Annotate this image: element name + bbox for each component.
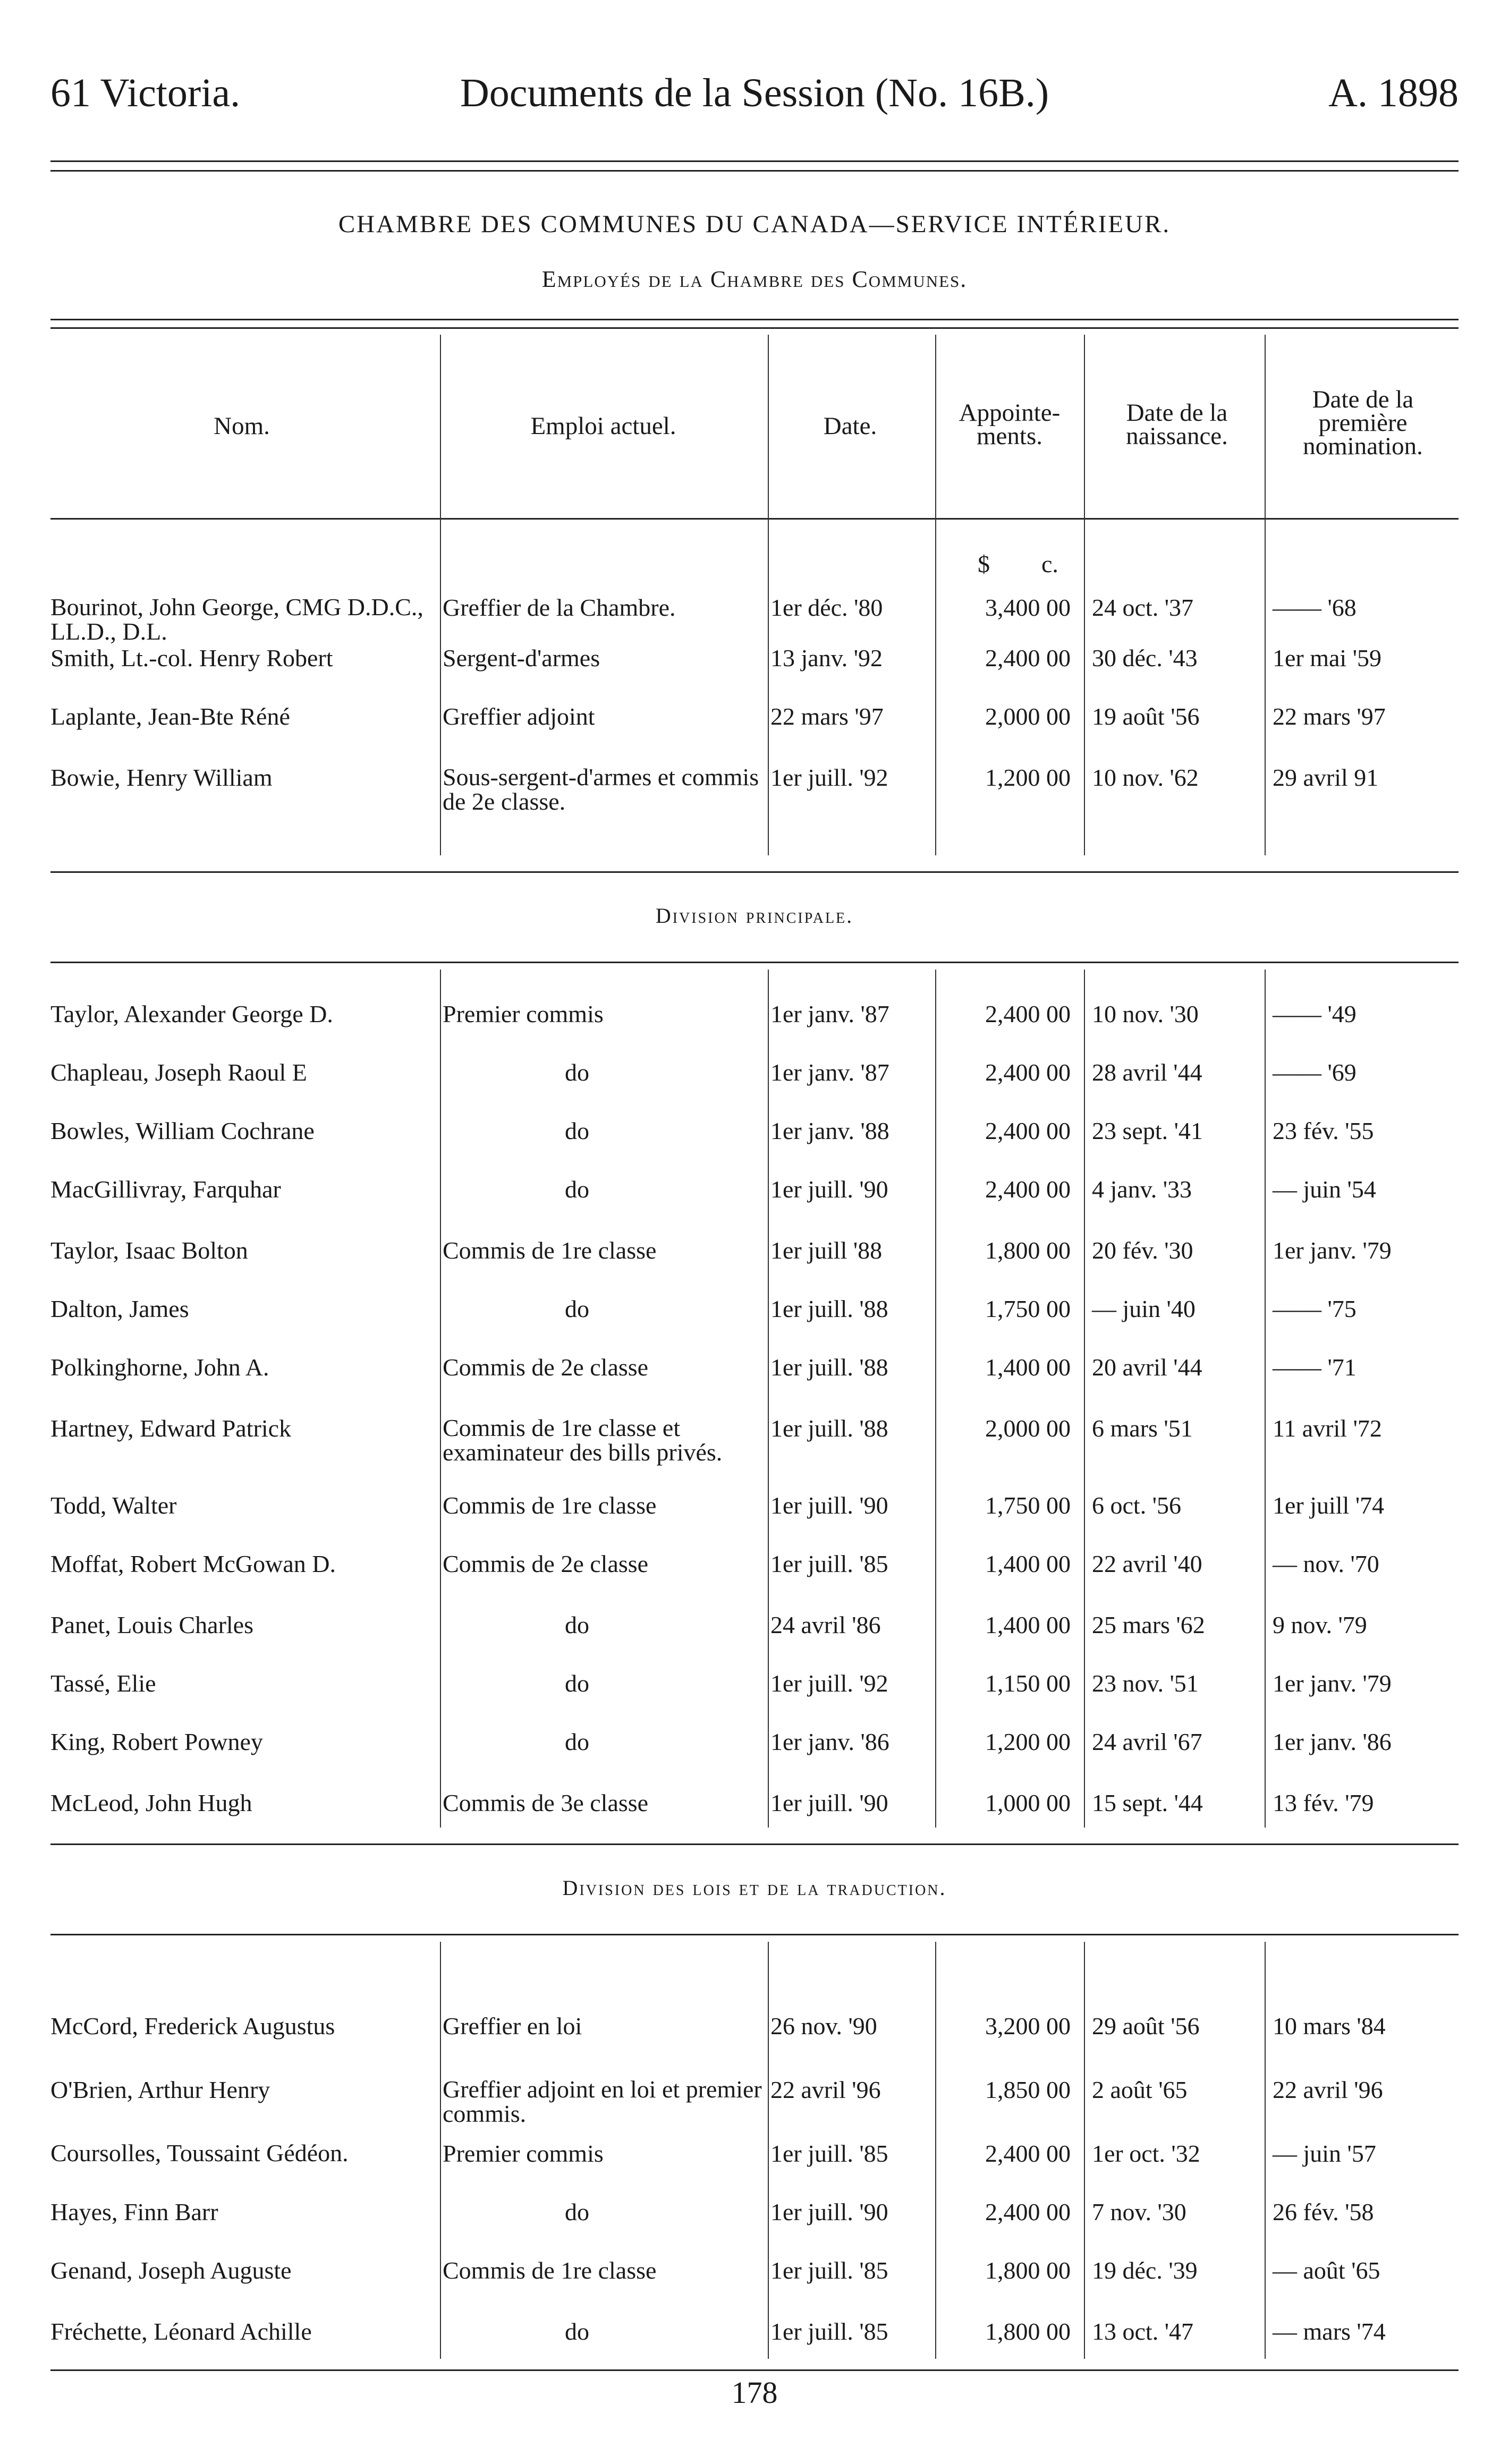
employee-name: Hartney, Edward Patrick: [50, 1415, 292, 1442]
appointment-date: 1er déc. '80: [770, 594, 883, 621]
current-position: Greffier adjoint: [443, 703, 595, 730]
current-position: do: [565, 2318, 589, 2345]
column-header-date: Date.: [823, 412, 877, 440]
first-nomination-date: 1er mai '59: [1273, 644, 1382, 672]
appointment-date: 24 avril '86: [770, 1611, 881, 1638]
first-nomination-date: —— '75: [1273, 1295, 1357, 1322]
employee-name: Taylor, Alexander George D.: [50, 1000, 333, 1027]
column-divider: [768, 1942, 769, 2359]
appointment-date: 1er juill. '88: [770, 1295, 888, 1322]
section-rule-lois-top: [50, 1843, 1459, 1845]
currency-cents: c.: [1041, 550, 1058, 577]
salary: 3,200 00: [985, 2012, 1071, 2040]
employee-name: Dalton, James: [50, 1295, 189, 1322]
first-nomination-date: 22 mars '97: [1273, 703, 1386, 730]
employee-name: Chapleau, Joseph Raoul E: [50, 1059, 307, 1086]
appointment-date: 22 avril '96: [770, 2076, 881, 2103]
column-header-rule-top: [50, 319, 1459, 320]
header-document: Documents de la Session (No. 16B.): [460, 71, 1049, 115]
salary: 1,800 00: [985, 1237, 1071, 1264]
salary: 2,400 00: [985, 2140, 1071, 2167]
column-divider: [935, 335, 936, 855]
employee-name: Laplante, Jean-Bte Réné: [50, 703, 290, 730]
first-nomination-date: 1er janv. '79: [1273, 1670, 1392, 1697]
column-divider: [768, 970, 769, 1828]
salary: 2,400 00: [985, 1117, 1071, 1144]
appointment-date: 13 janv. '92: [770, 644, 883, 672]
column-divider: [1265, 1942, 1266, 2359]
birth-date: 19 déc. '39: [1092, 2257, 1198, 2284]
current-position: Commis de 1re classe: [443, 1492, 657, 1519]
birth-date: 6 mars '51: [1092, 1415, 1193, 1442]
column-divider: [440, 1942, 441, 2359]
salary: 2,000 00: [985, 703, 1071, 730]
employee-name: MacGillivray, Farquhar: [50, 1176, 281, 1203]
table-subtitle: Employés de la Chambre des Communes.: [541, 266, 968, 292]
current-position: Commis de 1re classe et examinateur des bills privés.: [443, 1414, 723, 1466]
birth-date: 23 nov. '51: [1092, 1670, 1199, 1697]
first-nomination-date: 26 fév. '58: [1273, 2198, 1374, 2225]
column-header-nomination: Date de la première nomination.: [1303, 386, 1423, 460]
current-position: Greffier adjoint en loi et premier commis.: [443, 2076, 762, 2127]
birth-date: 24 oct. '37: [1092, 594, 1193, 621]
first-nomination-date: — mars '74: [1273, 2318, 1386, 2345]
employee-name: Genand, Joseph Auguste: [50, 2257, 292, 2284]
birth-date: 29 août '56: [1092, 2012, 1200, 2040]
employee-name: Coursolles, Toussaint Gédéon.: [50, 2139, 349, 2166]
page-header: [50, 64, 1459, 122]
appointment-date: 1er janv. '88: [770, 1117, 889, 1144]
first-nomination-date: — juin '57: [1273, 2140, 1376, 2167]
employee-name: Tassé, Elie: [50, 1670, 156, 1697]
employee-name: Bowie, Henry William: [50, 764, 273, 791]
section-rule-lois-bottom: [50, 1934, 1459, 1935]
birth-date: 20 fév. '30: [1092, 1237, 1193, 1264]
current-position: Premier commis: [443, 2140, 604, 2167]
birth-date: 20 avril '44: [1092, 1354, 1202, 1381]
table-title: CHAMBRE DES COMMUNES DU CANADA—SERVICE INTÉRIEUR.: [338, 210, 1171, 238]
appointment-date: 1er janv. '86: [770, 1728, 889, 1755]
section-rule-principale-bottom: [50, 962, 1459, 963]
header-rule-top: [50, 160, 1459, 162]
appointment-date: 1er juill. '92: [770, 1670, 888, 1697]
current-position: Commis de 2e classe: [443, 1550, 649, 1577]
salary: 1,200 00: [985, 764, 1071, 791]
birth-date: 22 avril '40: [1092, 1550, 1202, 1577]
current-position: Commis de 2e classe: [443, 1354, 649, 1381]
appointment-date: 1er juill '88: [770, 1237, 883, 1264]
appointment-date: 22 mars '97: [770, 703, 884, 730]
appointment-date: 1er juill. '90: [770, 1789, 888, 1816]
birth-date: 19 août '56: [1092, 703, 1200, 730]
employee-name: Bowles, William Cochrane: [50, 1117, 315, 1144]
current-position: Greffier en loi: [443, 2012, 582, 2040]
employee-name: Panet, Louis Charles: [50, 1611, 253, 1638]
column-header-naissance: Date de la naissance.: [1126, 399, 1228, 450]
employee-name: Todd, Walter: [50, 1492, 177, 1519]
appointment-date: 1er juill. '90: [770, 1176, 888, 1203]
current-position: Greffier de la Chambre.: [443, 594, 676, 621]
salary: 1,800 00: [985, 2318, 1071, 2345]
salary: 1,850 00: [985, 2076, 1071, 2103]
birth-date: 24 avril '67: [1092, 1728, 1202, 1755]
first-nomination-date: —— '69: [1273, 1059, 1357, 1086]
section-title-lois: Division des lois et de la traduction.: [562, 1876, 947, 1900]
first-nomination-date: 23 fév. '55: [1273, 1117, 1374, 1144]
employee-name: Taylor, Isaac Bolton: [50, 1237, 248, 1264]
salary: 1,200 00: [985, 1728, 1071, 1755]
header-rule-bottom: [50, 170, 1459, 172]
salary: 1,800 00: [985, 2257, 1071, 2284]
birth-date: 4 janv. '33: [1092, 1176, 1192, 1203]
column-header-rule-bottom: [50, 518, 1459, 520]
birth-date: 28 avril '44: [1092, 1059, 1202, 1086]
birth-date: 25 mars '62: [1092, 1611, 1205, 1638]
column-divider: [935, 970, 936, 1828]
first-nomination-date: — août '65: [1273, 2257, 1380, 2284]
salary: 2,000 00: [985, 1415, 1071, 1442]
first-nomination-date: 1er janv. '79: [1273, 1237, 1392, 1264]
current-position: Commis de 3e classe: [443, 1789, 649, 1816]
birth-date: 23 sept. '41: [1092, 1117, 1203, 1144]
birth-date: 30 déc. '43: [1092, 644, 1198, 672]
birth-date: — juin '40: [1092, 1295, 1196, 1322]
birth-date: 7 nov. '30: [1092, 2198, 1186, 2225]
appointment-date: 1er juill. '88: [770, 1354, 888, 1381]
salary: 1,150 00: [985, 1670, 1071, 1697]
first-nomination-date: —— '71: [1273, 1354, 1357, 1381]
salary: 1,400 00: [985, 1354, 1071, 1381]
salary: 2,400 00: [985, 644, 1071, 672]
header-session: 61 Victoria.: [50, 71, 241, 115]
current-position: do: [565, 1728, 589, 1755]
first-nomination-date: 1er janv. '86: [1273, 1728, 1392, 1755]
salary: 2,400 00: [985, 1000, 1071, 1027]
appointment-date: 1er juill. '85: [770, 1550, 888, 1577]
salary: 2,400 00: [985, 1176, 1071, 1203]
first-nomination-date: 9 nov. '79: [1273, 1611, 1367, 1638]
birth-date: 2 août '65: [1092, 2076, 1188, 2103]
birth-date: 10 nov. '30: [1092, 1000, 1199, 1027]
column-divider: [440, 970, 441, 1828]
employee-name: O'Brien, Arthur Henry: [50, 2076, 270, 2103]
column-divider: [935, 1942, 936, 2359]
currency-dollar: $: [978, 550, 990, 577]
salary: 2,400 00: [985, 1059, 1071, 1086]
column-divider: [1084, 970, 1085, 1828]
first-nomination-date: — nov. '70: [1273, 1550, 1379, 1577]
salary: 2,400 00: [985, 2198, 1071, 2225]
appointment-date: 1er juill. '90: [770, 1492, 888, 1519]
birth-date: 1er oct. '32: [1092, 2140, 1200, 2167]
appointment-date: 1er juill. '88: [770, 1415, 888, 1442]
salary: 1,400 00: [985, 1550, 1071, 1577]
first-nomination-date: — juin '54: [1273, 1176, 1376, 1203]
current-position: do: [565, 2198, 589, 2225]
birth-date: 15 sept. '44: [1092, 1789, 1203, 1816]
column-divider: [1265, 970, 1266, 1828]
first-nomination-date: 22 avril '96: [1273, 2076, 1383, 2103]
column-divider: [1084, 335, 1085, 855]
birth-date: 13 oct. '47: [1092, 2318, 1193, 2345]
first-nomination-date: —— '49: [1273, 1000, 1357, 1027]
current-position: do: [565, 1176, 589, 1203]
salary: 1,750 00: [985, 1492, 1071, 1519]
current-position: Premier commis: [443, 1000, 604, 1027]
appointment-date: 1er juill. '85: [770, 2140, 888, 2167]
first-nomination-date: 29 avril 91: [1273, 764, 1379, 791]
current-position: do: [565, 1670, 589, 1697]
appointment-date: 1er juill. '92: [770, 764, 888, 791]
employee-name: McLeod, John Hugh: [50, 1789, 252, 1816]
table-bottom-rule: [50, 2369, 1459, 2371]
column-divider: [768, 335, 769, 855]
appointment-date: 1er juill. '90: [770, 2198, 888, 2225]
salary: 1,750 00: [985, 1295, 1071, 1322]
employee-name: McCord, Frederick Augustus: [50, 2012, 335, 2040]
salary: 1,000 00: [985, 1789, 1071, 1816]
column-divider: [1084, 1942, 1085, 2359]
current-position: do: [565, 1611, 589, 1638]
salary: 1,400 00: [985, 1611, 1071, 1638]
appointment-date: 1er juill. '85: [770, 2257, 888, 2284]
section-rule-principale-top: [50, 871, 1459, 873]
employee-name: Polkinghorne, John A.: [50, 1354, 269, 1381]
first-nomination-date: 10 mars '84: [1273, 2012, 1386, 2040]
column-header-emploi: Emploi actuel.: [530, 412, 676, 440]
first-nomination-date: 1er juill '74: [1273, 1492, 1385, 1519]
employee-name: King, Robert Powney: [50, 1728, 263, 1755]
appointment-date: 26 nov. '90: [770, 2012, 877, 2040]
column-header-rule-top-2: [50, 327, 1459, 329]
page-number: 178: [731, 2375, 778, 2410]
first-nomination-date: 13 fév. '79: [1273, 1789, 1374, 1816]
employee-name: Smith, Lt.-col. Henry Robert: [50, 644, 333, 672]
birth-date: 6 oct. '56: [1092, 1492, 1181, 1519]
current-position: Sous-sergent-d'armes et commis de 2e classe.: [443, 763, 759, 815]
salary: 3,400 00: [985, 594, 1071, 621]
current-position: Commis de 1re classe: [443, 2257, 657, 2284]
employee-name: Fréchette, Léonard Achille: [50, 2318, 312, 2345]
appointment-date: 1er janv. '87: [770, 1059, 889, 1086]
appointment-date: 1er juill. '85: [770, 2318, 888, 2345]
first-nomination-date: 11 avril '72: [1273, 1415, 1382, 1442]
column-header-appointements: Appointe-ments.: [959, 399, 1061, 450]
column-divider: [1265, 335, 1266, 855]
current-position: do: [565, 1117, 589, 1144]
current-position: Sergent-d'armes: [443, 644, 600, 672]
first-nomination-date: —— '68: [1273, 594, 1357, 621]
current-position: do: [565, 1059, 589, 1086]
birth-date: 10 nov. '62: [1092, 764, 1199, 791]
current-position: Commis de 1re classe: [443, 1237, 657, 1264]
employee-name: Bourinot, John George, CMG D.D.C., LL.D., D.L.: [50, 593, 423, 645]
current-position: do: [565, 1295, 589, 1322]
column-header-nom: Nom.: [214, 412, 270, 440]
appointment-date: 1er janv. '87: [770, 1000, 889, 1027]
employee-name: Moffat, Robert McGowan D.: [50, 1550, 336, 1577]
header-year: A. 1898: [1328, 71, 1459, 115]
column-divider: [440, 335, 441, 855]
employee-name: Hayes, Finn Barr: [50, 2198, 218, 2225]
section-title-principale: Division principale.: [655, 904, 854, 928]
